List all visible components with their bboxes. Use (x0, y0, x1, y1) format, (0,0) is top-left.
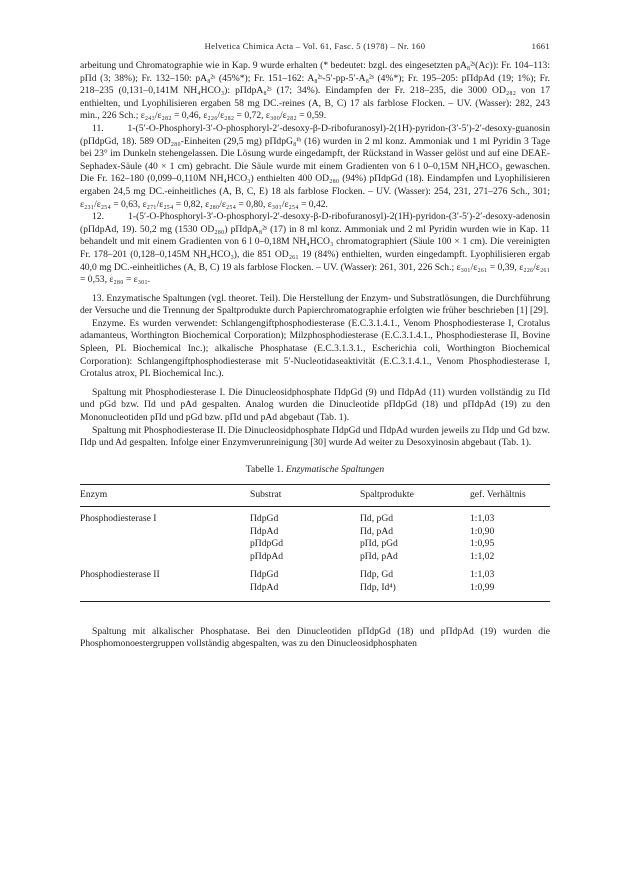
products-cell: Πdp, Id⁴) (360, 582, 470, 601)
paragraph-phosphodiesterase-2: Spaltung mit Phosphodiesterase II. Die Dinucleosidphosphate ΠdpGd und ΠdpAd wurden jeweils zu Πdp und Gd bzw. Πdp und Ad gespalten. Infolge einer Enzymverunreinigung [30] wurde Ad weiter zu Desoxyinosin abgebaut (Tab. 1). (80, 424, 550, 449)
column-header-ratio: gef. Verhältnis (470, 485, 550, 507)
substrate-cell: ΠdpAd (250, 582, 360, 601)
table-row (80, 551, 550, 564)
ratio-cell: 1:1,03 (470, 569, 495, 581)
paragraph-continuation: arbeitung und Chromatographie wie in Kap. 9 wurde erhalten (* bedeutet: bzgl. des eingesetzten pA₈²ˢ(Ac)): Fr. 104–113: pΠd (3; 38%); Fr. 132–150: pA₈²ˢ (45%*); Fr. 151–162: A₈²ˢ-5′-pp-5′-A₈²ˢ (4%*); Fr. 195–205: pΠdpAd (19; 1%); Fr. 218–235 (0,131–0,141M NH₄HCO₃): pΠdpA₈²ˢ (17; 34%). Eindampfen der Fr. 218–235, die 3000 OD₂₈₂ von 17 enthielten, und Lyophilisieren ergaben 58 mg DC.-reines (A, B, C) 17 als farblose Flocken. – UV. (Wasser): 282, 243 min., 226 Sch.; ε₂₄₃/ε₂₈₂ = 0,46, ε₂₂₆/ε₂₈₂ = 0,72, ε₃₀₀/ε₂₈₂ = 0,59. (80, 60, 550, 122)
paragraph-section-13: 13. Enzymatische Spaltungen (vgl. theoret. Teil). Die Herstellung der Enzym- und Substratlösungen, die Durchführung der Versuche und die Trennung der Spaltprodukte durch Papierchromatographie erfolgten wie früher beschrieben [1] [29]. (80, 292, 550, 317)
enzyme-cell: Phosphodiesterase II (80, 569, 160, 581)
table-row (80, 563, 550, 582)
ratio-cell: 1:1,03 (470, 513, 495, 524)
enzymatic-cleavage-table (80, 484, 550, 601)
substrate-cell: pΠdpAd (250, 550, 284, 562)
column-header-products: Spaltprodukte (360, 485, 470, 507)
running-title: Helvetica Chimica Acta – Vol. 61, Fasc. 5 (1978) – Nr. 160 (204, 41, 426, 51)
products-cell: Πd, pGd (360, 513, 394, 524)
ratio-cell: 1:1,02 (470, 550, 495, 562)
article-body (80, 60, 550, 651)
table-header-row (80, 485, 550, 507)
products-cell: Πdp, Gd (360, 569, 394, 581)
enzyme-cell: Phosphodiesterase I (80, 513, 157, 524)
table-caption-prefix: Tabelle 1. (245, 463, 284, 475)
ratio-cell: 1:0,90 (470, 525, 495, 537)
table-row (80, 526, 550, 539)
ratio-cell: 1:0,95 (470, 538, 495, 550)
products-cell: pΠd, pGd (360, 538, 398, 550)
table-row (80, 538, 550, 551)
substrate-cell: ΠdpAd (250, 525, 279, 537)
column-header-substrate: Substrat (250, 485, 360, 507)
page-number: 1661 (531, 41, 550, 51)
table-row (80, 582, 550, 601)
paragraph-section-11: 11. 1-(5′-O-Phosphoryl-3′-O-phosphoryl-2′-desoxy-β-D-ribofuranosyl)-2(1H)-pyridon-(3′-5′)-2′-desoxy-guanosin (pΠdpGd, 18). 589 OD₂₈₀-Einheiten (29,5 mg) pΠdpG₈ⁱᵇ (16) wurden in 2 ml konz. Ammoniak und 1 ml Pyridin 3 Tage bei 23° im Dunkeln stehengelassen. Die Lösung wurde eingedampft, der Rückstand in Wasser gelöst und auf eine DEAE-Sephadex-Säule (40 × 1 cm) gebracht. Die Säule wurde mit einem Gradienten von 6 l 0–0,15M NH₄HCO₃ gewaschen. Die Fr. 162–180 (0,099–0,110M NH₄HCO₃) enthielten 400 OD₂₈₀ (94%) pΠdpGd (18). Eindampfen und Lyophilisieren ergaben 24,5 mg DC.-einheitliches (A, B, C, E) 18 als farblose Flocken. – UV. (Wasser): 254, 231, 271–276 Sch., 301; ε₂₃₁/ε₂₅₄ = 0,63, ε₂₇₁/ε₂₅₄ = 0,82, ε₂₈₀/ε₂₅₄ = 0,80, ε₃₀₁/ε₂₅₄ = 0,42. (80, 122, 550, 210)
substrate-cell: pΠdpGd (250, 538, 284, 550)
table-caption (80, 464, 550, 477)
substrate-cell: ΠdpGd (250, 513, 279, 524)
products-cell: Πd, pAd (360, 525, 394, 537)
table-caption-title: Enzymatische Spaltungen (285, 463, 385, 475)
column-header-enzyme: Enzym (80, 485, 250, 507)
products-cell: pΠd, pAd (360, 550, 398, 562)
table-row (80, 507, 550, 526)
ratio-cell: 1:0,99 (470, 582, 550, 601)
paragraph-enzymes: Enzyme. Es wurden verwendet: Schlangengiftphosphodiesterase (E.C.3.1.4.1., Venom Phosphodiesterase I, Crotalus adamanteus, Worthington Biochemical Corporation); Milzphosphodiesterase (E.C.3.1.4.1., Phosphodiesterase II, Bovine Spleen, PL Biochemical Inc.); alkalische Phosphatase (E.C.3.1.3.1., Escherichia coli, Worthington Biochemical Corporation): Schlangengiftphosphodiesterase mit 5′-Nucleotidaseaktivität (E.C.3.1.4.1., Venom Phosphodiesterase I, Crotalus atrox, PL Biochemical Inc.). (80, 317, 550, 380)
paragraph-section-12: 12. 1-(5′-O-Phosphoryl-3′-O-phosphoryl-2′-desoxy-β-D-ribofuranosyl)-2(1H)-pyridon-(3′-5′)-2′-desoxy-adenosin (pΠdpAd, 19). 50,2 mg (1530 OD₂₈₀) pΠdpA₈²ˢ (17) in 8 ml konz. Ammoniak und 2 ml Pyridin wurden wie in Kap. 11 behandelt und mit einem Gradienten von 6 l 0–0,18M NH₄HCO₃ chromatographiert (Säule 100 × 1 cm). Die vereinigten Fr. 178–201 (0,128–0,145M NH₄HCO₃), die 851 OD₂₆₁ 19 (84%) enthielten, wurden eingedampft. Lyophilisieren ergab 40,0 mg DC.-einheitliches (A, B, C) 19 als farblose Flocken. – UV. (Wasser): 261, 301, 226 Sch.; ε₃₀₁/ε₂₆₁ = 0,39, ε₂₂₆/ε₂₆₁ = 0,53, ε₂₈₀ = ε₃₀₁. (80, 211, 550, 286)
paragraph-alkaline-phosphatase: Spaltung mit alkalischer Phosphatase. Bei den Dinucleotiden pΠdpGd (18) und pΠdpAd (19) wurden die Phosphomonoestergruppen vollständig abgespalten, was zu den Dinucleosidphosphaten (80, 625, 550, 650)
paragraph-phosphodiesterase-1: Spaltung mit Phosphodiesterase I. Die Dinucleosidphosphate ΠdpGd (9) und ΠdpAd (11) wurden vollständig zu Πd und pGd bzw. Πd und pAd gespalten. Analog wurden die Dinucleotide pΠdpGd (18) und pΠdpAd (19) zu den Mononucleotiden pΠd und pGd bzw. pΠd und pAd abgebaut (Tab. 1). (80, 386, 550, 424)
substrate-cell: ΠdpGd (250, 569, 279, 581)
